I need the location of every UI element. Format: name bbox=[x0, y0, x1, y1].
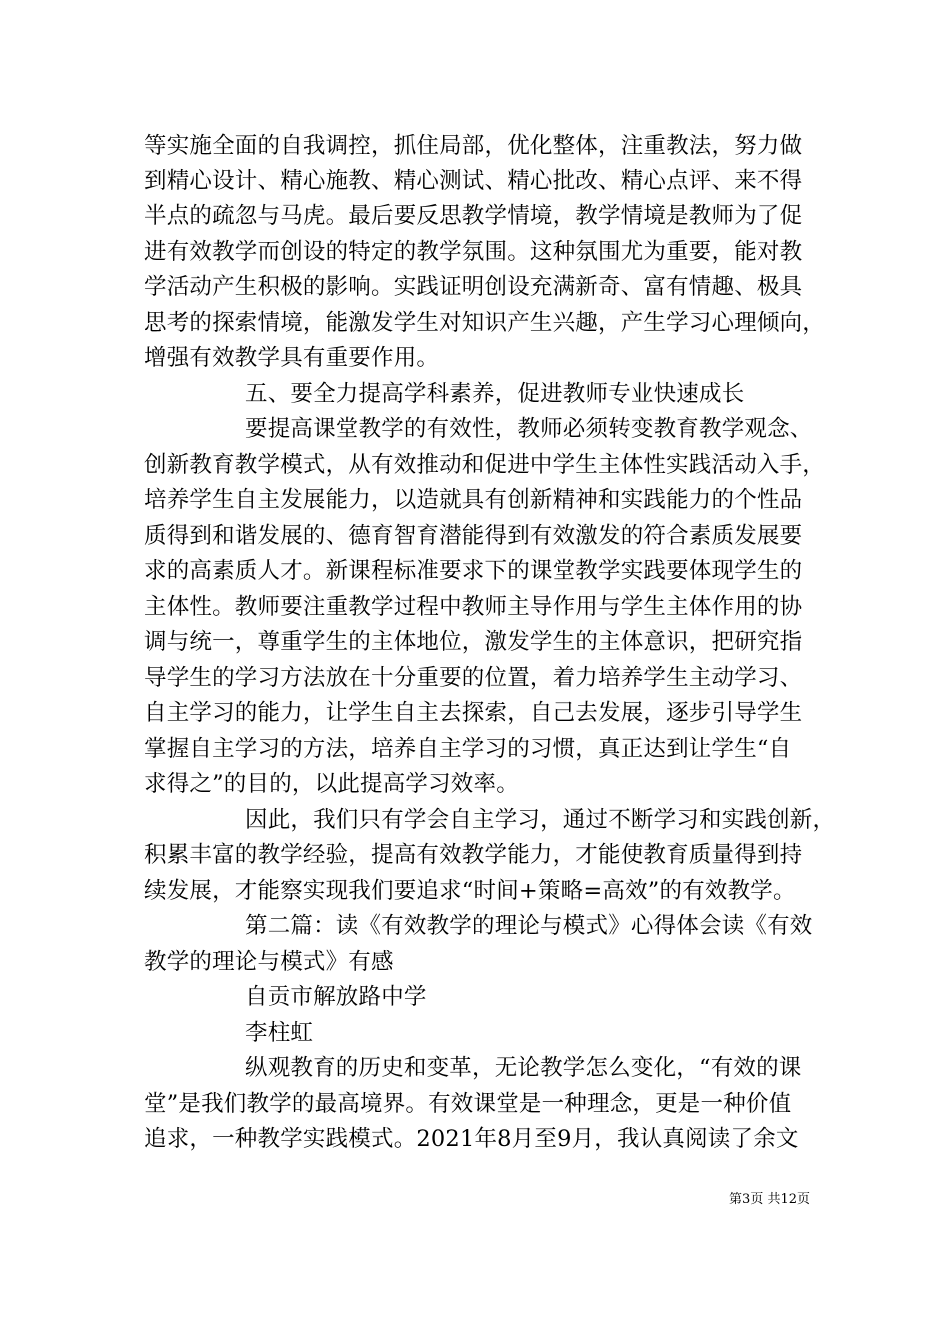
chapter-title: 教学的理论与模式》有感 bbox=[144, 949, 394, 975]
text-line: 质得到和谐发展的、德育智育潜能得到有效激发的符合素质发展要 bbox=[144, 523, 803, 549]
text-line: 到精心设计、精心施教、精心测试、精心批改、精心点评、来不得 bbox=[144, 168, 803, 194]
text-line: 增强有效教学具有重要作用。 bbox=[144, 345, 440, 371]
author-school: 自贡市解放路中学 bbox=[245, 984, 427, 1010]
text-line: 半点的疏忽与马虎。最后要反思教学情境，教学情境是教师为了促 bbox=[144, 203, 803, 229]
text-line: 求得之”的目的，以此提高学习效率。 bbox=[144, 771, 519, 797]
page-number: 第3页 共12页 bbox=[729, 1192, 810, 1207]
text-line: 续发展，才能察实现我们要追求“时间+策略=高效”的有效教学。 bbox=[144, 878, 796, 904]
text-line: 追求，一种教学实践模式。2021年8月至9月，我认真阅读了余文 bbox=[144, 1126, 799, 1152]
text-line: 等实施全面的自我调控，抓住局部，优化整体，注重教法，努力做 bbox=[144, 133, 803, 159]
text-line: 积累丰富的教学经验，提高有效教学能力，才能使教育质量得到持 bbox=[144, 842, 803, 868]
text-line: 求的高素质人才。新课程标准要求下的课堂教学实践要体现学生的 bbox=[144, 558, 803, 584]
text-line: 培养学生自主发展能力，以造就具有创新精神和实践能力的个性品 bbox=[144, 487, 803, 513]
text-line: 纵观教育的历史和变革，无论教学怎么变化，“有效的课 bbox=[245, 1055, 802, 1081]
text-line: 堂”是我们教学的最高境界。有效课堂是一种理念，更是一种价值 bbox=[144, 1091, 792, 1117]
text-line: 要提高课堂教学的有效性，教师必须转变教育教学观念、 bbox=[245, 416, 813, 442]
text-line: 学活动产生积极的影响。实践证明创设充满新奇、富有情趣、极具 bbox=[144, 274, 803, 300]
text-line: 创新教育教学模式，从有效推动和促进中学生主体性实践活动入手， bbox=[144, 452, 826, 478]
text-line: 掌握自主学习的方法，培养自主学习的习惯，真正达到让学生“自 bbox=[144, 736, 792, 762]
text-line: 自主学习的能力，让学生自主去探索，自己去发展，逐步引导学生 bbox=[144, 700, 803, 726]
text-line: 因此，我们只有学会自主学习，通过不断学习和实践创新， bbox=[245, 807, 836, 833]
author-name: 李柱虹 bbox=[245, 1020, 314, 1046]
text-line: 导学生的学习方法放在十分重要的位置，着力培养学生主动学习、 bbox=[144, 665, 803, 691]
text-line: 调与统一，尊重学生的主体地位，激发学生的主体意识，把研究指 bbox=[144, 629, 803, 655]
text-line: 进有效教学而创设的特定的教学氛围。这种氛围尤为重要，能对教 bbox=[144, 239, 803, 265]
chapter-title: 第二篇：读《有效教学的理论与模式》心得体会读《有效 bbox=[245, 913, 813, 939]
text-line: 主体性。教师要注重教学过程中教师主导作用与学生主体作用的协 bbox=[144, 594, 803, 620]
text-line: 思考的探索情境，能激发学生对知识产生兴趣，产生学习心理倾向， bbox=[144, 310, 826, 336]
section-heading: 五、要全力提高学科素养，促进教师专业快速成长 bbox=[245, 381, 745, 407]
